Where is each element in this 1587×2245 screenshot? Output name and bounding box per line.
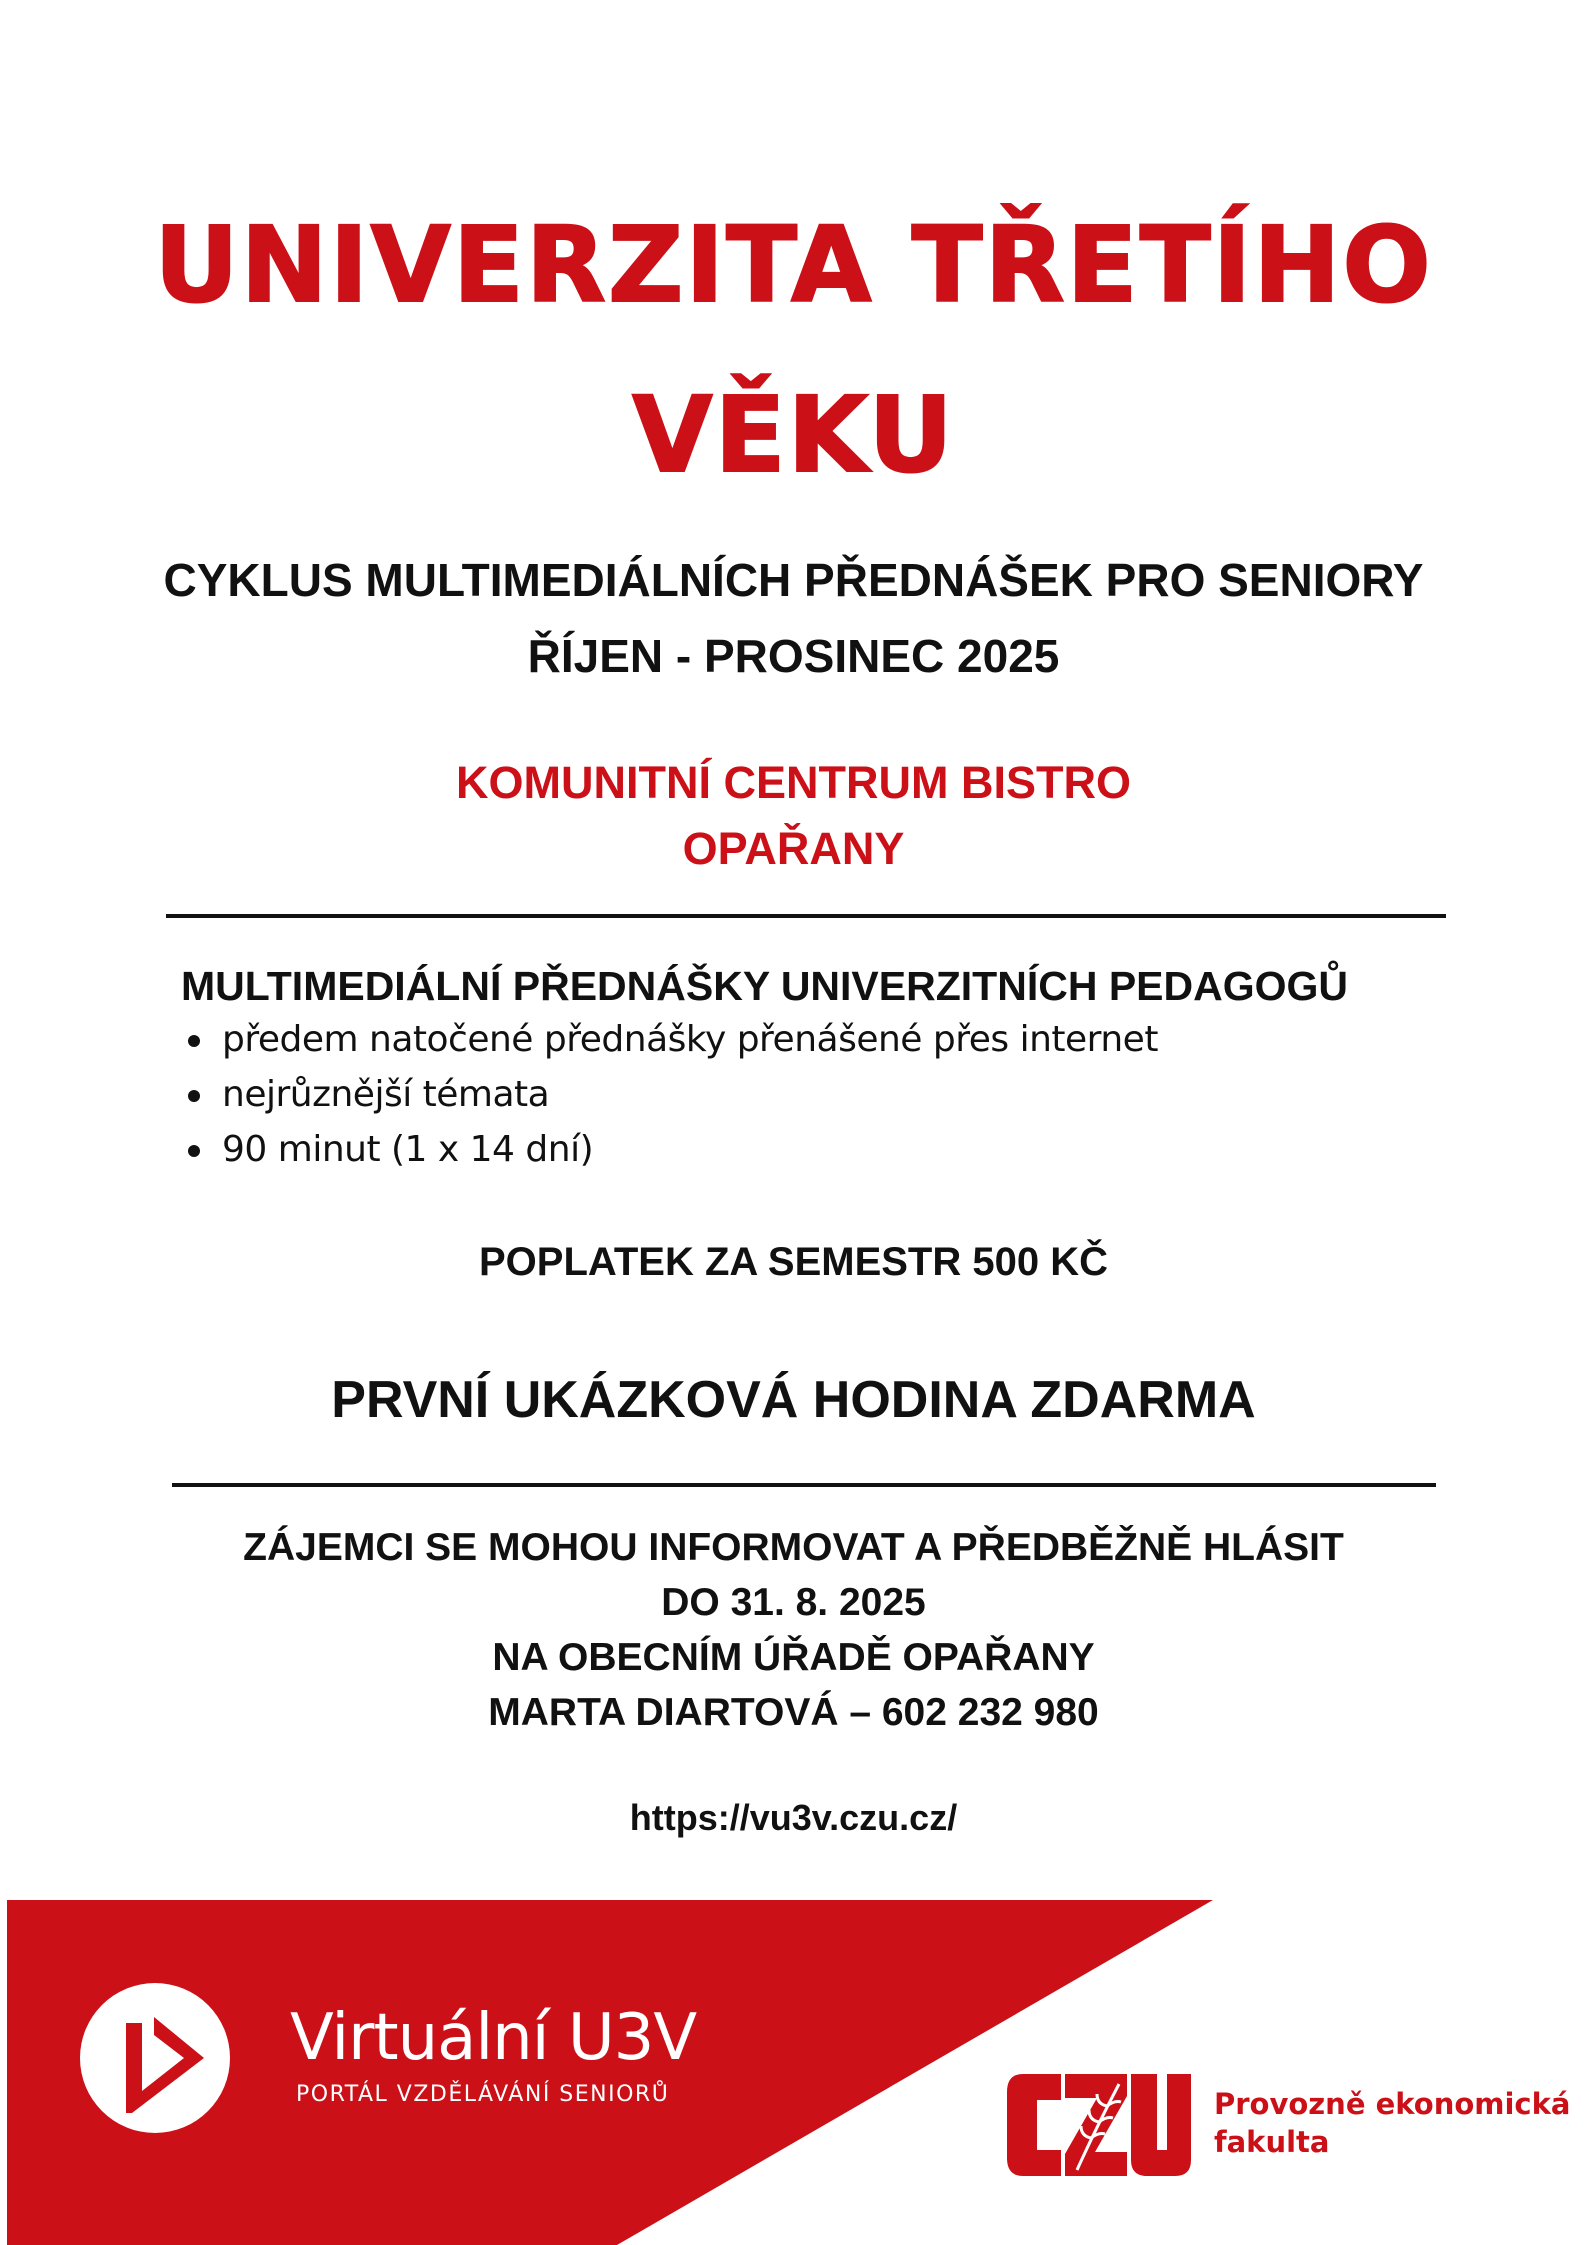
portal-name: Virtuální U3V <box>290 2001 697 2075</box>
contact-line-3: NA OBECNÍM ÚŘADĚ OPAŘANY <box>492 1636 1095 1679</box>
contact-line-1: ZÁJEMCI SE MOHOU INFORMOVAT A PŘEDBĚŽNĚ HLÁSIT <box>243 1526 1344 1569</box>
title-line-2: VĚKU <box>632 374 955 496</box>
venue-line-2: OPAŘANY <box>682 823 905 874</box>
venue-line-1: KOMUNITNÍ CENTRUM BISTRO <box>456 757 1131 808</box>
list-item-text: nejrůznější témata <box>222 1074 550 1115</box>
faculty-line-1: Provozně ekonomická <box>1214 2087 1571 2121</box>
contact-line-2: DO 31. 8. 2025 <box>661 1581 926 1624</box>
portal-tagline: PORTÁL VZDĚLÁVÁNÍ SENIORŮ <box>296 2082 670 2107</box>
czu-logo <box>1003 2070 1193 2180</box>
faculty-line-2: fakulta <box>1214 2125 1330 2159</box>
list-item-text: předem natočené přednášky přenášené přes internet <box>222 1019 1158 1060</box>
contact-line-4: MARTA DIARTOVÁ – 602 232 980 <box>488 1691 1099 1734</box>
title-line-1: UNIVERZITA TŘETÍHO <box>154 204 1433 326</box>
faculty-name <box>1214 2085 1570 2161</box>
website-link[interactable]: https://vu3v.czu.cz/ <box>629 1797 958 1838</box>
lectures-heading: MULTIMEDIÁLNÍ PŘEDNÁŠKY UNIVERZITNÍCH PEDAGOGŮ <box>181 963 1349 1009</box>
play-icon <box>80 1983 230 2133</box>
fee-text: POPLATEK ZA SEMESTR 500 KČ <box>479 1240 1108 1284</box>
subtitle-line-2: ŘÍJEN - PROSINEC 2025 <box>527 630 1060 682</box>
free-trial-text: PRVNÍ UKÁZKOVÁ HODINA ZDARMA <box>331 1371 1256 1429</box>
subtitle-line-1: CYKLUS MULTIMEDIÁLNÍCH PŘEDNÁŠEK PRO SENIORY <box>163 554 1424 606</box>
list-item-text: 90 minut (1 x 14 dní) <box>222 1129 594 1170</box>
